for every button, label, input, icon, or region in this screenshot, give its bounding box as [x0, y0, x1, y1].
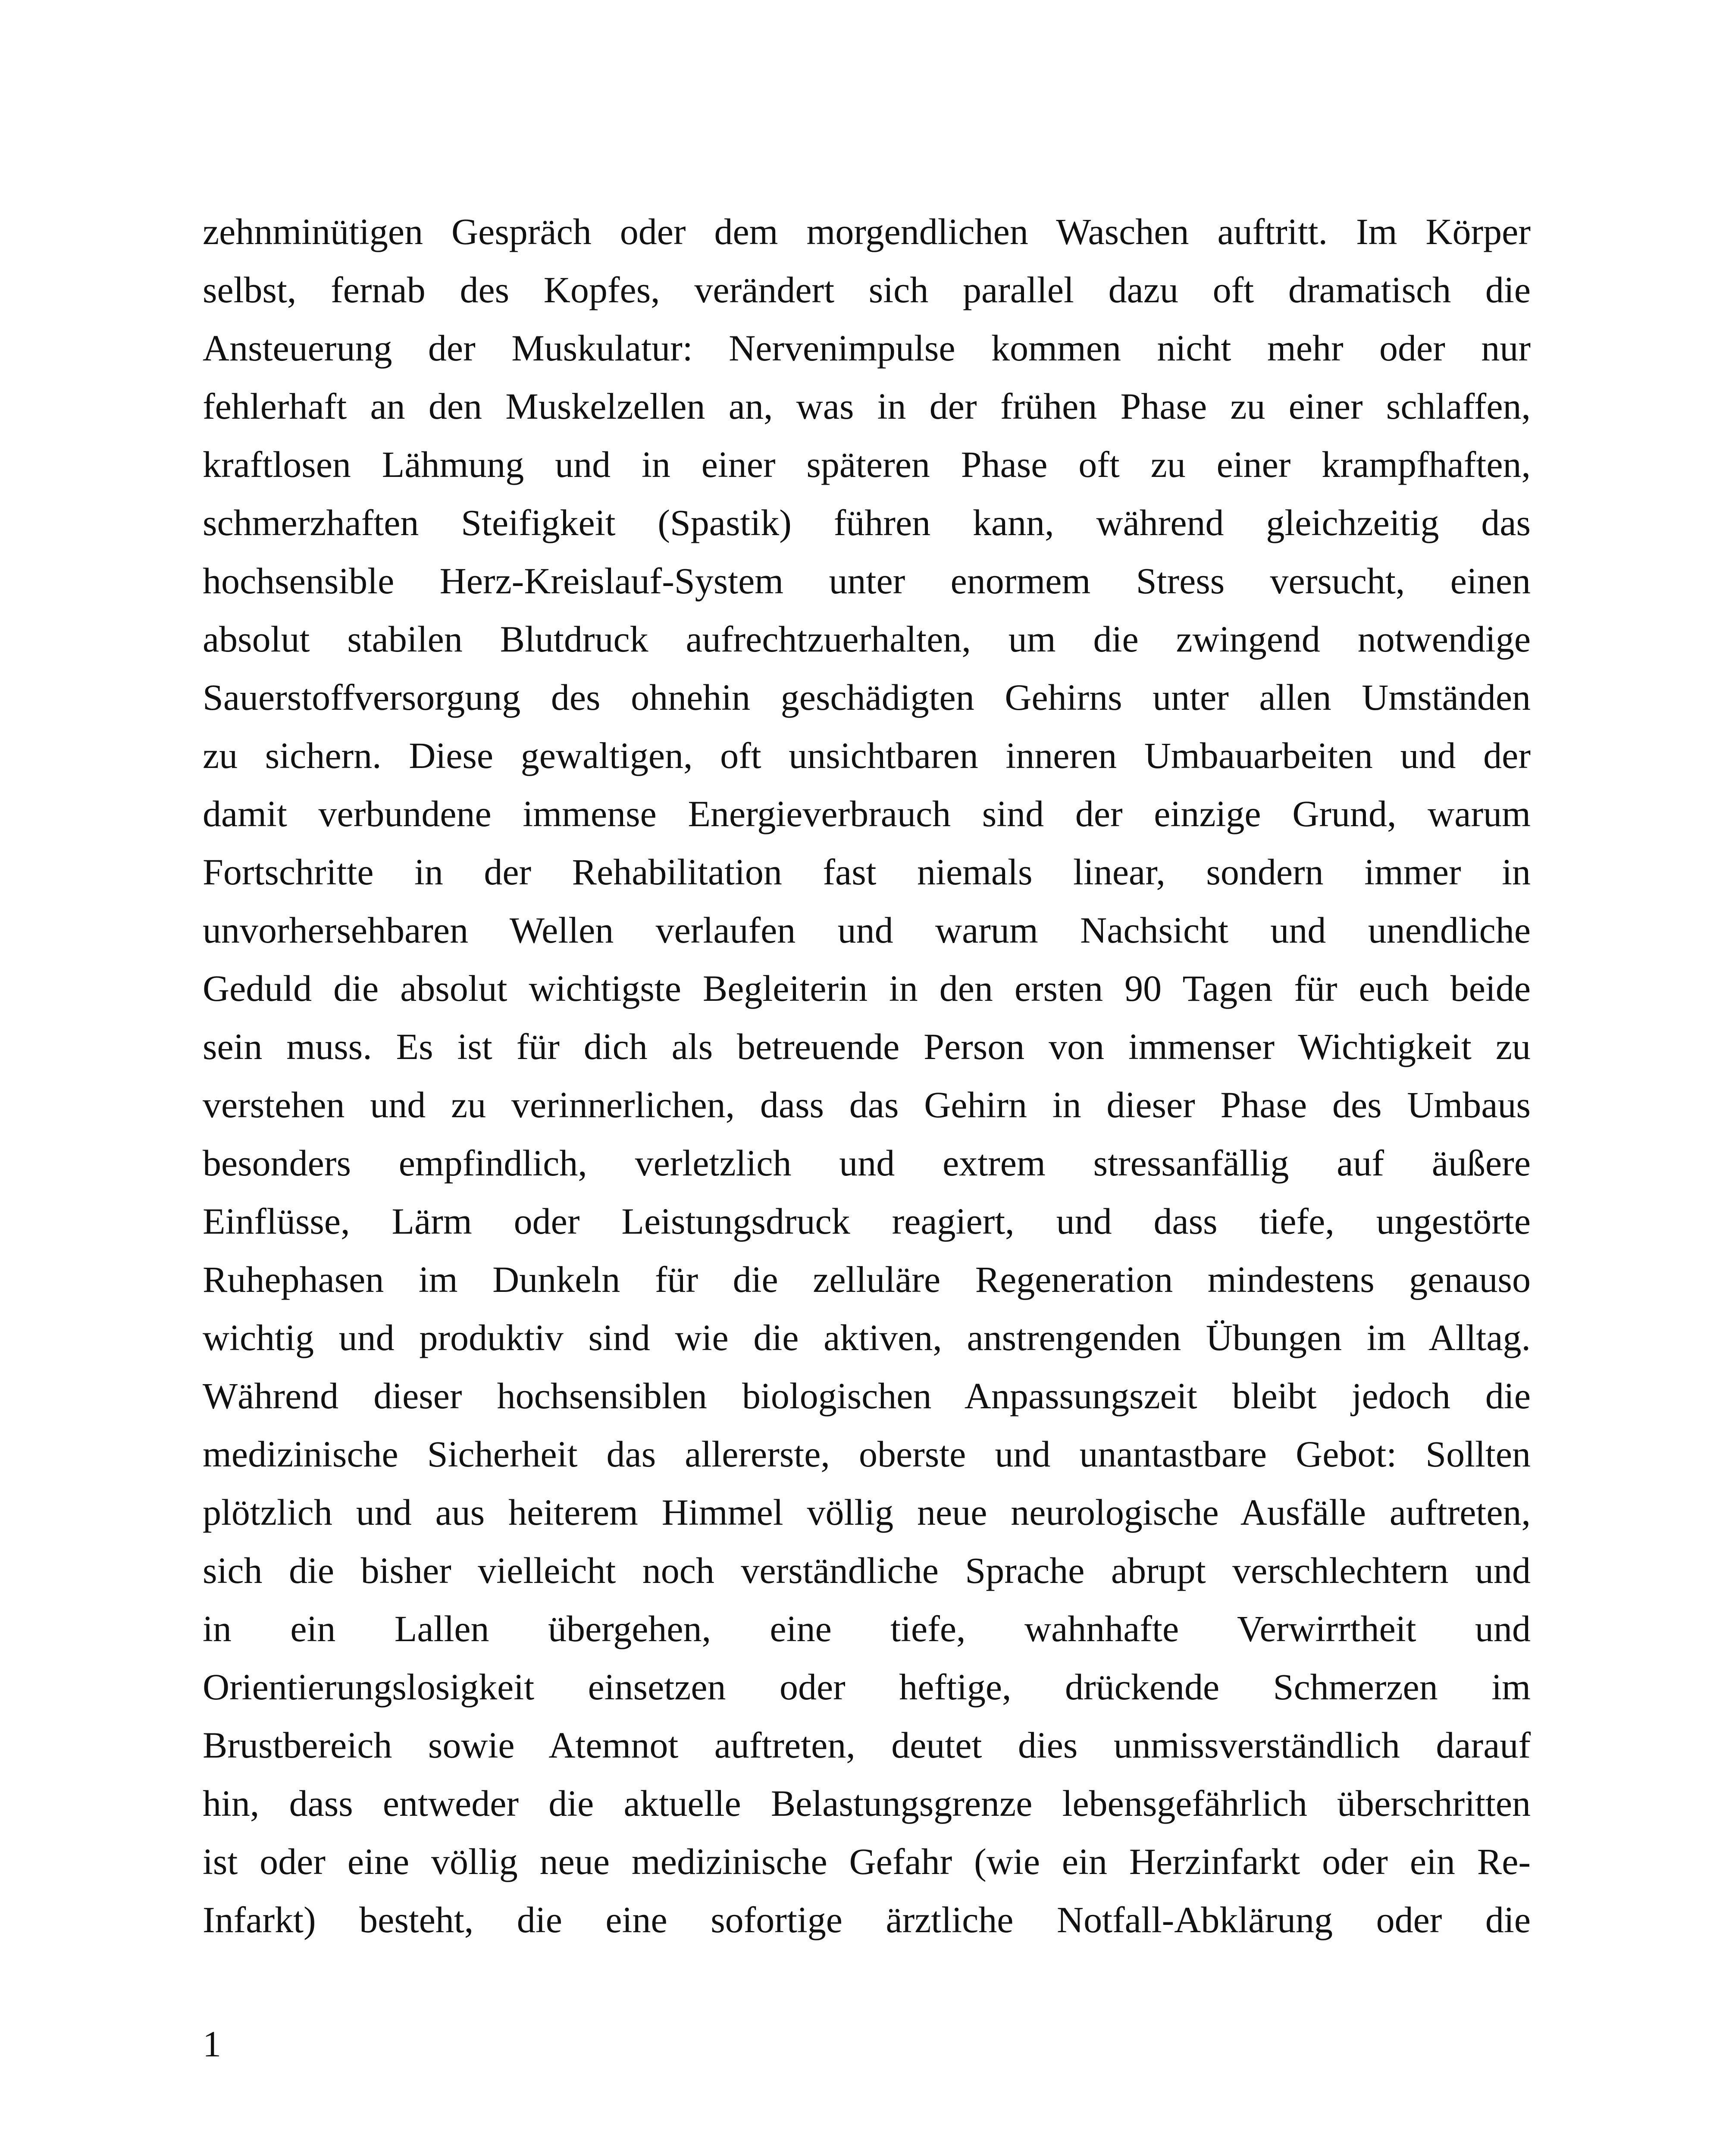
text-line: Ruhephasen im Dunkeln für die zelluläre Regeneration mindestens genauso: [203, 1259, 1531, 1300]
text-line: kraftlosen Lähmung und in einer späteren Phase oft zu einer krampfhaften,: [203, 444, 1531, 485]
text-line: ist oder eine völlig neue medizinische Gefahr (wie ein Herzinfarkt oder ein Re-: [203, 1841, 1531, 1882]
text-line: in ein Lallen übergehen, eine tiefe, wahnhafte Verwirrtheit und: [203, 1608, 1531, 1649]
text-line: verstehen und zu verinnerlichen, dass das Gehirn in dieser Phase des Umbaus: [203, 1084, 1531, 1125]
text-line: zu sichern. Diese gewaltigen, oft unsichtbaren inneren Umbauarbeiten und der: [203, 735, 1531, 776]
page-number: 1: [203, 2023, 221, 2065]
text-line: Ansteuerung der Muskulatur: Nervenimpulse kommen nicht mehr oder nur: [203, 327, 1531, 369]
text-line: damit verbundene immense Energieverbrauch sind der einzige Grund, warum: [203, 793, 1531, 834]
text-line: unvorhersehbaren Wellen verlaufen und warum Nachsicht und unendliche: [203, 909, 1531, 951]
text-line: Orientierungslosigkeit einsetzen oder heftige, drückende Schmerzen im: [203, 1666, 1531, 1708]
text-line: Brustbereich sowie Atemnot auftreten, deutet dies unmissverständlich darauf: [203, 1724, 1531, 1766]
text-line: sich die bisher vielleicht noch verständliche Sprache abrupt verschlechtern und: [203, 1550, 1531, 1591]
text-line: absolut stabilen Blutdruck aufrechtzuerhalten, um die zwingend notwendige: [203, 618, 1531, 660]
text-line: hin, dass entweder die aktuelle Belastungsgrenze lebensgefährlich überschritten: [203, 1783, 1531, 1824]
text-line: hochsensible Herz-Kreislauf-System unter enormem Stress versucht, einen: [203, 560, 1531, 602]
text-line: Während dieser hochsensiblen biologischen Anpassungszeit bleibt jedoch die: [203, 1375, 1531, 1416]
text-line: schmerzhaften Steifigkeit (Spastik) führen kann, während gleichzeitig das: [203, 502, 1531, 543]
text-line: fehlerhaft an den Muskelzellen an, was in der frühen Phase zu einer schlaffen,: [203, 385, 1531, 427]
text-line: Infarkt) besteht, die eine sofortige ärztliche Notfall-Abklärung oder die: [203, 1899, 1531, 1940]
body-text: [203, 203, 1531, 1949]
text-line: Einflüsse, Lärm oder Leistungsdruck reagiert, und dass tiefe, ungestörte: [203, 1200, 1531, 1242]
text-line: Geduld die absolut wichtigste Begleiterin in den ersten 90 Tagen für euch beide: [203, 968, 1531, 1009]
text-line: wichtig und produktiv sind wie die aktiven, anstrengenden Übungen im Alltag.: [203, 1317, 1531, 1358]
text-line: zehnminütigen Gespräch oder dem morgendlichen Waschen auftritt. Im Körper: [203, 211, 1531, 252]
text-line: medizinische Sicherheit das allererste, oberste und unantastbare Gebot: Sollten: [203, 1433, 1531, 1475]
text-line: sein muss. Es ist für dich als betreuende Person von immenser Wichtigkeit zu: [203, 1026, 1531, 1067]
text-line: plötzlich und aus heiterem Himmel völlig neue neurologische Ausfälle auftreten,: [203, 1492, 1531, 1533]
text-line: Fortschritte in der Rehabilitation fast niemals linear, sondern immer in: [203, 851, 1531, 893]
text-line: Sauerstoffversorgung des ohnehin geschädigten Gehirns unter allen Umständen: [203, 677, 1531, 718]
text-line: besonders empfindlich, verletzlich und extrem stressanfällig auf äußere: [203, 1142, 1531, 1184]
text-line: selbst, fernab des Kopfes, verändert sich parallel dazu oft dramatisch die: [203, 269, 1531, 310]
